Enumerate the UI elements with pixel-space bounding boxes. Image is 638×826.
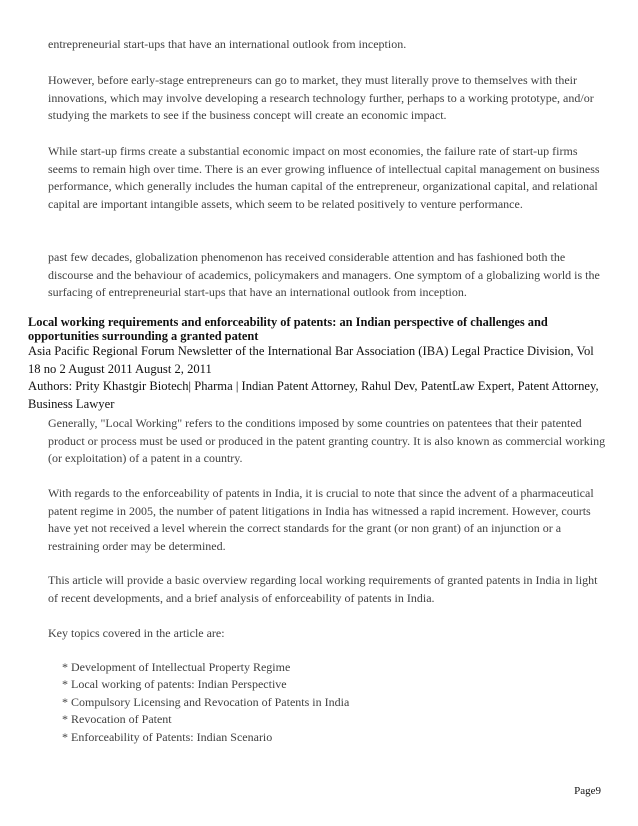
- list-item: * Compulsory Licensing and Revocation of Patents in India: [62, 694, 350, 709]
- article-authors: Authors: Prity Khastgir Biotech| Pharma | Indian Patent Attorney, Rahul Dev, PatentLaw Expert, Patent Attorney, Business Lawyer: [28, 379, 599, 411]
- list-item: * Enforceability of Patents: Indian Scenario: [62, 729, 273, 744]
- topic-list: [62, 659, 602, 746]
- article-title: Local working requirements and enforceability of patents: an Indian perspective of challenges and opportunities surrounding a granted patent: [28, 315, 548, 343]
- article-source: Asia Pacific Regional Forum Newsletter of the International Bar Association (IBA) Legal Practice Division, Vol 18 no 2 August 2011 August 2, 2011: [28, 344, 594, 376]
- page-number: Page9: [574, 785, 601, 797]
- list-item: * Local working of patents: Indian Perspective: [62, 677, 287, 692]
- paragraph: [48, 249, 608, 302]
- paragraph-text: While start-up firms create a substantial economic impact on most economies, the failure rate of start-up firms seems to remain high over time. There is an ever growing influence of intellectual capital management on business performance, which generally includes the human capital of the entrepreneur, organizational capital, and relational capital are important intangible assets, which seem to be related positively to venture performance.: [48, 144, 600, 211]
- paragraph-text: Key topics covered in the article are:: [48, 626, 225, 640]
- paragraph: [48, 36, 608, 54]
- list-item: * Revocation of Patent: [62, 712, 172, 727]
- paragraph: [48, 143, 608, 213]
- paragraph-text: Generally, "Local Working" refers to the conditions imposed by some countries on patentees that their patented product or process must be used or produced in the patent granting country. It is also known as commercial working (or exploitation) of a patent in a country.: [48, 416, 606, 466]
- paragraph: [48, 485, 608, 555]
- paragraph-text: However, before early-stage entrepreneurs can go to market, they must literally prove to themselves with their innovations, which may involve developing a research technology further, perhaps to a working prototype, and/or studying the markets to see if the business concept will create an economic impact.: [48, 73, 594, 123]
- paragraph: [48, 72, 608, 125]
- paragraph-text: past few decades, globalization phenomenon has received considerable attention and has fashioned both the discourse and the behaviour of academics, policymakers and managers. One symptom of a globalizing world is the surfacing of entrepreneurial start-ups that have an international outlook from inception.: [48, 250, 600, 300]
- paragraph: [48, 625, 608, 643]
- article-header: [28, 316, 608, 413]
- paragraph-text: entrepreneurial start-ups that have an international outlook from inception.: [48, 37, 407, 51]
- paragraph: [48, 572, 608, 607]
- paragraph-text: With regards to the enforceability of patents in India, it is crucial to note that since the advent of a pharmaceutical patent regime in 2005, the number of patent litigations in India has witnessed a rapid increment. However, courts have yet not received a level wherein the correct standards for the grant (or non grant) of an injunction or a restraining order may be determined.: [48, 486, 594, 553]
- paragraph-text: This article will provide a basic overview regarding local working requirements of granted patents in India in light of recent developments, and a brief analysis of enforceability of patents in India.: [48, 573, 598, 605]
- list-item: * Development of Intellectual Property Regime: [62, 660, 291, 674]
- paragraph: [48, 415, 608, 468]
